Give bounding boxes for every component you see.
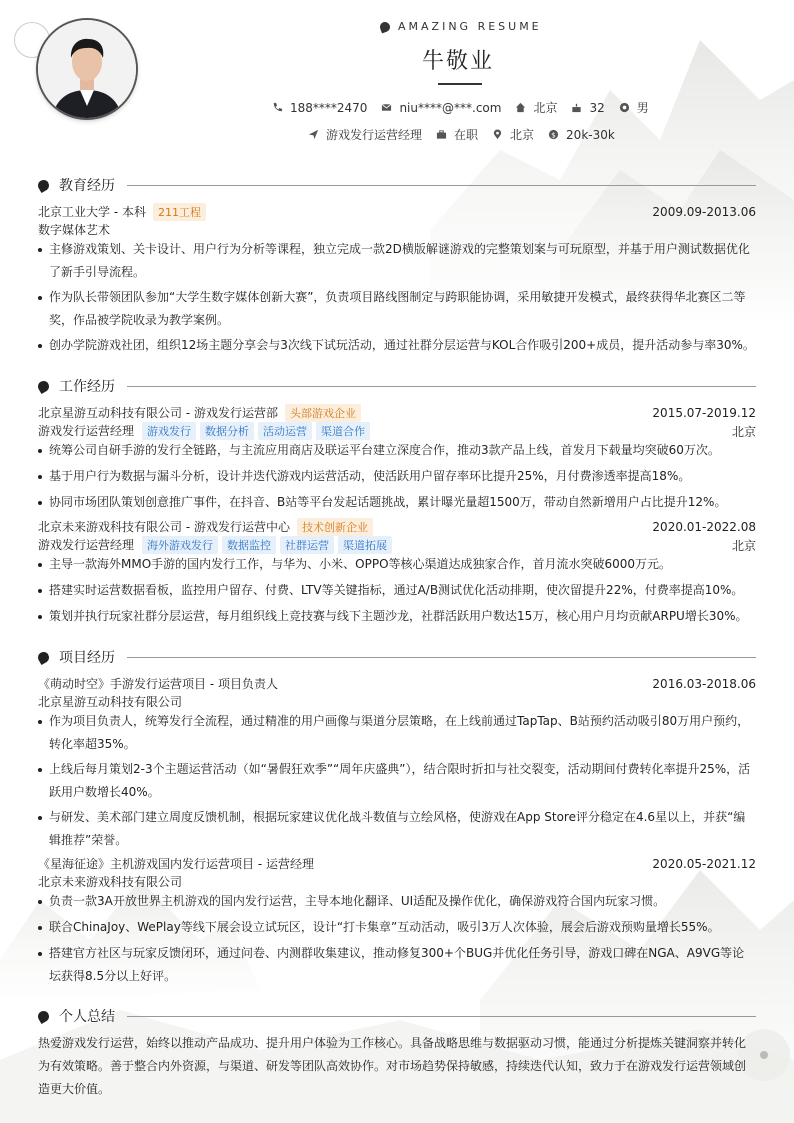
contact-age bbox=[571, 101, 604, 115]
section-education bbox=[38, 175, 756, 195]
work-header bbox=[38, 404, 756, 422]
leaf-icon bbox=[36, 649, 51, 664]
education-bullet: 作为队长带领团队参加“大学生数字媒体创新大赛”，负责项目路线图制定与跨职能协调，采用敏捷开发模式，最终获得华北赛区二等奖，作品被学院收录为教学案例。 bbox=[38, 286, 756, 332]
project-bullet: 负责一款3A开放世界主机游戏的国内发行运营，主导本地化翻译、UI适配及操作优化，确保游戏符合国内玩家习惯。 bbox=[38, 890, 756, 913]
email-text: niu****@***.com bbox=[399, 100, 502, 115]
section-title-text: 工作经历 bbox=[59, 379, 115, 395]
company-text: 北京星游互动科技有限公司 - 游戏发行运营部 bbox=[38, 406, 278, 420]
work-role-group bbox=[38, 422, 370, 440]
intent-city-text: 北京 bbox=[510, 128, 535, 142]
intent-row bbox=[308, 126, 629, 143]
leaf-icon bbox=[36, 1008, 51, 1023]
company-tag: 头部游戏企业 bbox=[285, 404, 361, 422]
project-header bbox=[38, 855, 756, 872]
company-tag: 技术创新企业 bbox=[297, 518, 373, 536]
briefcase-icon bbox=[436, 129, 447, 140]
age-text: 32 bbox=[589, 100, 605, 115]
work-role-row bbox=[38, 422, 756, 440]
major-text: 数字媒体艺术 bbox=[38, 223, 111, 237]
education-major-row bbox=[38, 221, 756, 238]
work-bullet: 基于用户行为数据与漏斗分析，设计并迭代游戏内运营活动，使活跃用户留存率环比提升25%，月付费渗透率提高18%。 bbox=[38, 465, 756, 488]
school-tag: 211工程 bbox=[153, 203, 206, 221]
leaf-icon bbox=[379, 20, 392, 33]
section-title-text: 项目经历 bbox=[59, 650, 115, 666]
section-title-text: 教育经历 bbox=[59, 178, 115, 194]
work-company-group bbox=[38, 518, 373, 536]
work-bullet: 统筹公司自研手游的发行全链路，与主流应用商店及联运平台建立深度合作，推动3款产品上线，首发月下载量均突破60万次。 bbox=[38, 439, 756, 462]
city-text: 北京 bbox=[533, 101, 558, 115]
location-pin-icon bbox=[492, 129, 503, 140]
divider bbox=[127, 386, 756, 387]
project-title: 《萌动时空》手游发行运营项目 - 项目负责人 bbox=[38, 677, 278, 691]
project-date: 2016.03-2018.06 bbox=[652, 676, 756, 691]
contact-email bbox=[381, 101, 501, 115]
summary-text: 热爱游戏发行运营，始终以推动产品成功、提升用户体验为工作核心。具备战略思维与数据驱动习惯，能通过分析提炼关键洞察并转化为有效策略。善于整合内外资源，与渠道、研发等团队高效协作。对市场趋势保持敏感，持续迭代认知，致力于在游戏发行运营领域创造更大价值。 bbox=[38, 1036, 747, 1096]
skill-tag: 游戏发行 bbox=[142, 422, 196, 440]
contact-row bbox=[272, 99, 663, 116]
project-bullet: 联合ChinaJoy、WePlay等线下展会设立试玩区，设计“打卡集章”互动活动，吸引3万人次体验，展会后游戏预购量增长55%。 bbox=[38, 916, 756, 939]
intent-city bbox=[492, 126, 534, 143]
project-header bbox=[38, 675, 756, 692]
salary-text: 20k-30k bbox=[566, 127, 615, 142]
candidate-name: 牛敬业 bbox=[421, 49, 494, 74]
section-projects bbox=[38, 647, 756, 667]
contact-city bbox=[515, 99, 557, 116]
section-title-text: 个人总结 bbox=[59, 1009, 115, 1025]
role-text: 游戏发行运营经理 bbox=[38, 424, 135, 438]
skill-tag: 数据分析 bbox=[200, 422, 254, 440]
work-city: 北京 bbox=[731, 538, 756, 553]
work-city: 北京 bbox=[731, 424, 756, 439]
section-work bbox=[38, 376, 756, 396]
project-company: 北京未来游戏科技有限公司 bbox=[38, 875, 183, 889]
money-icon bbox=[548, 129, 559, 140]
divider bbox=[127, 657, 756, 658]
project-bullet: 搭建官方社区与玩家反馈闭环，通过问卷、内测群收集建议，推动修复300+个BUG并优化任务引导，游戏口碑在NGA、A9VG等论坛获得8.5分以上好评。 bbox=[38, 942, 756, 988]
work-date: 2020.01-2022.08 bbox=[652, 520, 756, 534]
position-text: 游戏发行运营经理 bbox=[326, 128, 423, 142]
skill-tag: 社群运营 bbox=[280, 536, 334, 554]
work-role-group bbox=[38, 536, 392, 554]
project-company-row bbox=[38, 873, 756, 890]
project-bullet: 上线后每月策划2-3个主题运营活动（如“暑假狂欢季”“周年庆盛典”），结合限时折扣与社交裂变，活动期间付费转化率提升25%，活跃用户数增长40%。 bbox=[38, 758, 756, 804]
education-bullet: 主修游戏策划、关卡设计、用户行为分析等课程，独立完成一款2D横版解谜游戏的完整策划案与可玩原型，并基于用户测试数据优化了新手引导流程。 bbox=[38, 238, 756, 284]
education-header bbox=[38, 203, 756, 221]
skill-tag: 渠道拓展 bbox=[338, 536, 392, 554]
skill-tag: 活动运营 bbox=[258, 422, 312, 440]
leaf-icon bbox=[36, 378, 51, 393]
work-role-row bbox=[38, 536, 756, 554]
gender-text: 男 bbox=[636, 101, 649, 115]
skill-tag: 海外游戏发行 bbox=[142, 536, 218, 554]
svg-text:$: $ bbox=[551, 130, 556, 140]
education-school-group bbox=[38, 203, 206, 221]
work-bullet: 主导一款海外MMO手游的国内发行工作，与华为、小米、OPPO等核心渠道达成独家合作，首月流水突破6000万元。 bbox=[38, 553, 756, 576]
name-underline bbox=[438, 83, 482, 85]
contact-gender bbox=[619, 99, 649, 116]
intent-status bbox=[436, 126, 478, 143]
education-date: 2009.09-2013.06 bbox=[652, 205, 756, 219]
skill-tag: 渠道合作 bbox=[316, 422, 370, 440]
project-bullet: 作为项目负责人，统筹发行全流程，通过精准的用户画像与渠道分层策略，在上线前通过TapTap、B站预约活动吸引80万用户预约，转化率超35%。 bbox=[38, 710, 756, 756]
intent-position bbox=[308, 126, 422, 143]
phone-icon bbox=[272, 102, 283, 113]
send-icon bbox=[308, 129, 319, 140]
project-company: 北京星游互动科技有限公司 bbox=[38, 695, 183, 709]
company-text: 北京未来游戏科技有限公司 - 游戏发行运营中心 bbox=[38, 520, 290, 534]
divider bbox=[127, 1016, 756, 1017]
intent-salary bbox=[548, 128, 615, 142]
work-bullet: 策划并执行玩家社群分层运营，每月组织线上竞技赛与线下主题沙龙，社群活跃用户数达15万，核心用户月均贡献ARPU增长30%。 bbox=[38, 605, 756, 628]
work-header bbox=[38, 518, 756, 536]
status-text: 在职 bbox=[454, 128, 479, 142]
project-bullet: 与研发、美术部门建立周度反馈机制，根据玩家建议优化战斗数值与立绘风格，使游戏在App Store评分稳定在4.6星以上，并获“编辑推荐”荣誉。 bbox=[38, 806, 756, 852]
work-date: 2015.07-2019.12 bbox=[652, 406, 756, 420]
role-text: 游戏发行运营经理 bbox=[38, 538, 135, 552]
project-date: 2020.05-2021.12 bbox=[652, 856, 756, 871]
divider bbox=[127, 185, 756, 186]
project-company-row bbox=[38, 693, 756, 710]
education-bullet: 创办学院游戏社团，组织12场主题分享会与3次线下试玩活动，通过社群分层运营与KOL合作吸引200+成员，提升活动参与率30%。 bbox=[38, 334, 756, 357]
work-bullet: 搭建实时运营数据看板，监控用户留存、付费、LTV等关键指标，通过A/B测试优化活动排期，使次留提升22%，付费率提高10%。 bbox=[38, 579, 756, 602]
home-icon bbox=[515, 102, 526, 113]
project-title: 《星海征途》主机游戏国内发行运营项目 - 运营经理 bbox=[38, 857, 314, 871]
header-tagline bbox=[380, 20, 542, 33]
work-company-group bbox=[38, 404, 361, 422]
mail-icon bbox=[381, 102, 392, 113]
gender-icon bbox=[619, 102, 630, 113]
work-bullet: 协同市场团队策划创意推广事件，在抖音、B站等平台发起话题挑战，累计曝光量超1500万，带动自然新增用户占比提升12%。 bbox=[38, 491, 756, 514]
skill-tag: 数据监控 bbox=[222, 536, 276, 554]
school-text: 北京工业大学 - 本科 bbox=[38, 205, 146, 219]
leaf-icon bbox=[36, 177, 51, 192]
section-summary bbox=[38, 1006, 756, 1026]
cake-icon bbox=[571, 102, 582, 113]
phone-text: 188****2470 bbox=[290, 100, 368, 115]
tagline-text: AMAZING RESUME bbox=[398, 20, 542, 33]
contact-phone bbox=[272, 101, 367, 115]
